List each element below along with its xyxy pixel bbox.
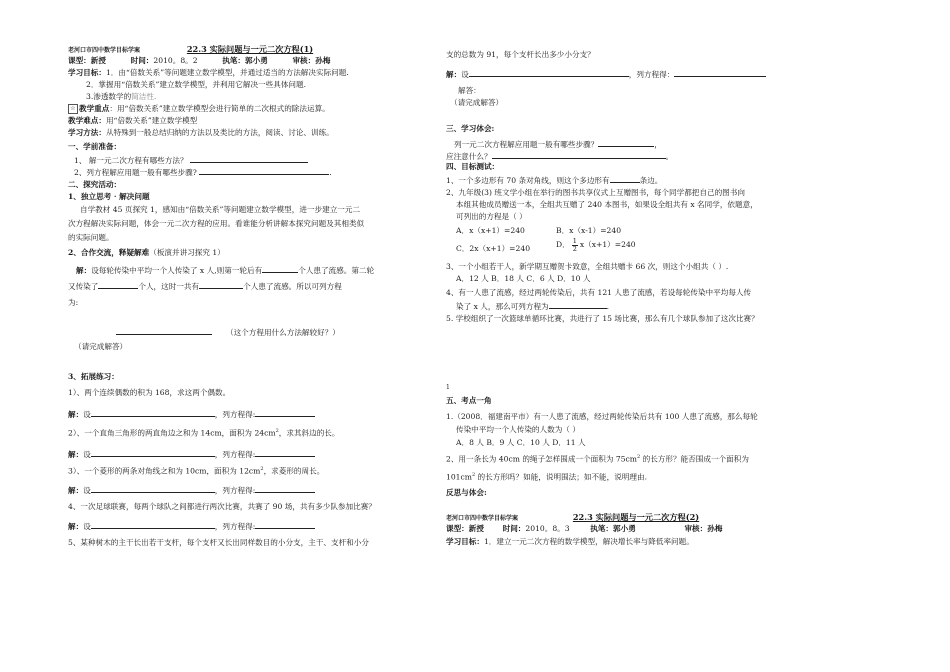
- para-3: 的实际问题。: [68, 233, 114, 242]
- school-name: 老河口市四中数学目标学案: [68, 47, 141, 54]
- test-2-option-d: D． $\frac{1}{2}$ x（x+1）=240: [556, 237, 636, 253]
- section-5: 五、考点一角: [446, 396, 492, 405]
- para-2: 次方程解决实际问题，体会一元二次方程的应用。看谁能分析讲解本探究问题及其相类似: [68, 219, 365, 228]
- solution-line-3: 为:: [68, 298, 79, 307]
- exercise-1: 1）、两个连续偶数的积为 168，求这两个偶数。: [68, 388, 231, 397]
- page-number: 1: [446, 384, 450, 391]
- experience-2: 应注意什么？ 。: [446, 152, 674, 161]
- experience-1: 列一元二次方程解应用题一般有哪些步骤？ ，: [454, 140, 662, 149]
- exercise-2: 2）、一个直角三角形的两直角边之和为 14cm，面积为 $24cm^2$，求其斜边的长。: [68, 428, 340, 438]
- right-column: [446, 0, 776, 672]
- section-2: 二、探究活动：: [68, 180, 122, 189]
- difficulty: 教学难点：用“倍数关系”建立数学模型: [68, 116, 198, 125]
- kaodian-1-b: 传染中平均一个人传染的人数为（ ）: [456, 425, 580, 434]
- exercise-5-cont: 支的总数为 91，每个支杆长出多少小分支？: [446, 50, 595, 59]
- test-2-a: 2、九年级(3) 班文学小组在举行的图书共享仪式上互赠图书，每个同学都把自己的图书向: [446, 188, 745, 197]
- test-2-b: 本组其他成员赠送一本，全组共互赠了 240 本图书，如果设全组共有 x 名同学，依题意，: [456, 200, 758, 209]
- exercise-1-answer: 解：设 ，列方程得:: [68, 408, 315, 419]
- test-2-c: 可列出的方程是（ ）: [456, 212, 527, 221]
- test-4-a: 4、有一人患了流感，经过两轮传染后，共有 121 人患了流感，若设每轮传染中平均每人传: [446, 288, 752, 297]
- test-4-b: 染了 x 人，那么可列方程为 .: [456, 302, 610, 311]
- section-1: 一、学前准备：: [68, 142, 122, 151]
- section-3: 3、拓展练习：: [68, 372, 119, 381]
- star-icon: ☆: [68, 104, 78, 114]
- lesson-title: 22.3 实际问题与一元二次方程(1): [186, 44, 314, 54]
- reflection: 反思与体会:: [446, 488, 487, 497]
- exercise-5-answer: 解：设 ，列方程得：: [446, 68, 766, 79]
- goal-1: 学习目标：1．由“倍数关系”等问题建立数学模型，并通过适当的方法解决实际问题.: [68, 68, 349, 77]
- section-3-experience: 三、学习体会:: [446, 124, 495, 133]
- lesson-meta: 课型：新授 时间：2010。8。2 执笔：郭小勇 审核：孙梅: [68, 56, 331, 65]
- goal-3: 3.渗透数学的简洁性.: [86, 92, 157, 101]
- test-2-option-c: C．2x（x+1）=240: [456, 244, 531, 253]
- exercise-3: 3）、一个菱形的两条对角线之和为 10cm，面积为 $12cm^2$，求菱形的周长。: [68, 466, 325, 476]
- question-2: 2、列方程解应用题一般有哪些步骤? .: [74, 168, 332, 177]
- section-4: 四、目标测试：: [446, 162, 500, 171]
- goal-2: 2．掌握用“倍数关系”建立数学模型，并利用它解决一些具体问题.: [86, 80, 307, 89]
- exercise-4: 4、一次足球联赛，每两个球队之间都进行两次比赛，共赛了 90 场，共有多少队参加比赛？: [68, 502, 376, 511]
- lesson-2-meta: 课型：新授 时间：2010。8。3 执笔：郭小勇 审核：孙梅: [446, 524, 723, 533]
- para-1: 自学教材 45 页探究 1，感知由“倍数关系”等问题建立数学模型，进一步建立一元二: [80, 205, 361, 214]
- exercise-5: 5、某种树木的主干长出若干支杆，每个支杆又长出同样数目的小分支，主干、支杆和小分: [68, 538, 369, 547]
- test-1: 1、一个多边形有 70 条对角线，则这个多边形有 条边。: [446, 176, 663, 185]
- solution-line-1: 解：设每轮传染中平均一个人传染了 x 人,则第一轮后有 个人患了流感。第二轮: [76, 266, 375, 275]
- test-5: 5. 学校组织了一次篮球单循环比赛，共进行了 15 场比赛，那么有几个球队参加了这次比赛？: [446, 314, 759, 323]
- solution-line-2: 又传染了 个人，这时一共有 个人患了流感。所以可列方程: [68, 282, 342, 291]
- lesson-2-title: 22.3 实际问题与一元二次方程(2): [572, 512, 700, 522]
- kaodian-1-a: 1.（2008．福建南平市）有一人患了流感，经过两轮传染后共有 100 人患了流感，那么每轮: [446, 412, 758, 421]
- method: 学习方法：从特殊到一般总结归纳的方法以及类比的方法，阅读、讨论、训练。: [68, 128, 334, 137]
- lesson-2-goal: 学习目标：1．建立一元二次方程的数学模型，解决增长率与降低率问题。: [446, 537, 694, 546]
- test-2-option-a: A．x（x+1）=240: [456, 226, 525, 235]
- complete-note: （请完成解答）: [74, 342, 128, 351]
- exercise-4-answer: 解：设 ，列方程得:: [68, 520, 315, 531]
- key-point: ☆ 教学重点：用“倍数关系”建立数学模型会进行简单的二次根式的除法运算。: [68, 104, 330, 114]
- kaodian-2-a: 2、用一条长为 40cm 的绳子怎样围成一个面积为 $75cm^2$ 的长方形？能否围成一个面积为: [446, 454, 749, 464]
- test-3: 3、一个小组若干人，新学期互赠贺卡致意，全组共赠卡 66 次，则这个小组共（ ）.: [446, 262, 729, 271]
- exercise-2-answer: 解：设 ，列方程得:: [68, 448, 315, 459]
- question-1: 1、 解一元二次方程有哪些方法？: [74, 154, 308, 165]
- left-header: [68, 44, 313, 55]
- section-2-1: 1、独立思考 · 解决问题: [68, 192, 150, 201]
- exercise-3-answer: 解：设 ，列方程得:: [68, 484, 315, 495]
- left-column: [68, 0, 400, 672]
- section-2-2: 2、合作交流，释疑解难（板演并讲习探究 1）: [68, 248, 225, 257]
- kaodian-2-b: $101cm^2$ 的长方形吗？如能，说明围法；如不能，说明理由.: [446, 472, 648, 482]
- test-2-option-b: B．x（x-1）=240: [556, 226, 622, 235]
- solve-label: 解答：: [458, 86, 481, 95]
- equation-blank: （这个方程用什么方法解较好？）: [116, 326, 340, 337]
- kaodian-1-options: A．8 人 B．9 人 C．10 人 D．11 人: [456, 438, 586, 447]
- lesson-2-header: [446, 512, 699, 523]
- school-name-2: 老河口市四中数学目标学案: [446, 515, 519, 522]
- test-3-options: A．12 人 B．18 人 C．6 人 D．10 人: [456, 274, 591, 283]
- complete-note-2: （请完成解答）: [450, 98, 504, 107]
